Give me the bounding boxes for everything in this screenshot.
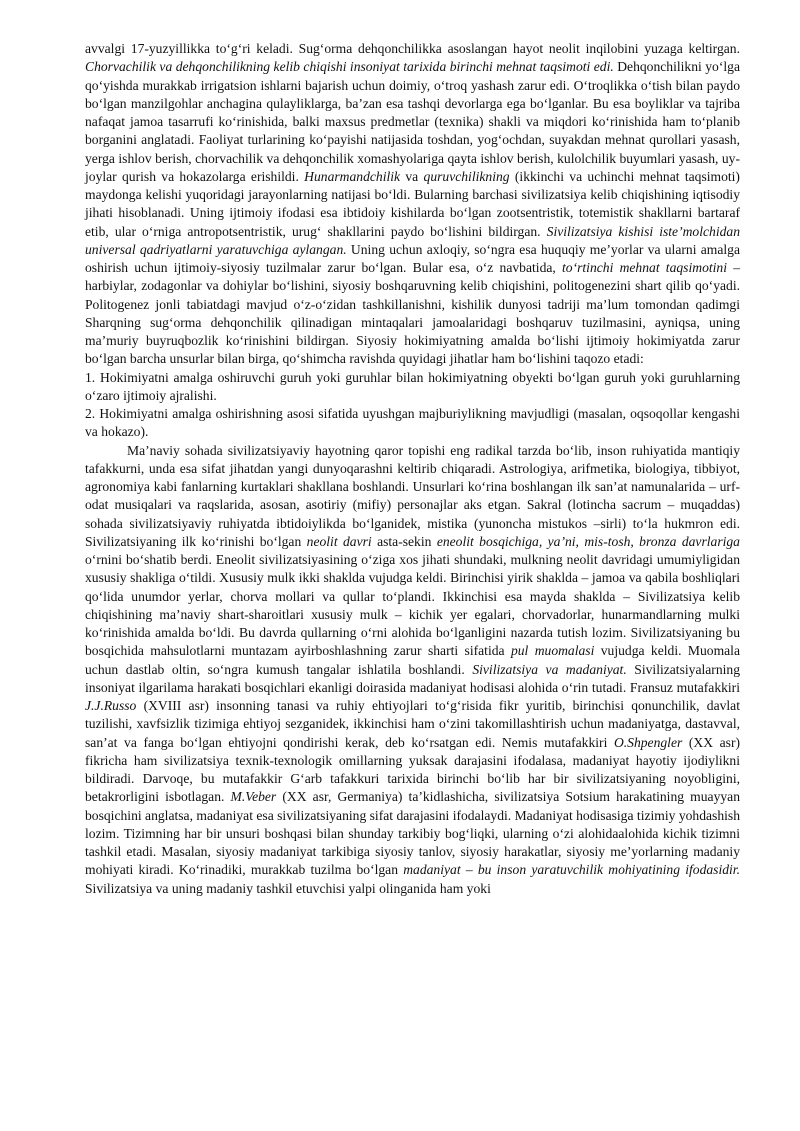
text-run: (ikkinchi va uchinchi mehnat taqsimoti) maydonga kelishi yuqoridagi jarayonlarning natijasi bo‘ldi. Bularning barchasi sivilizatsiya kelib chiqishining iqtisodiy jihati hisoblanadi. Uning ijtimoiy ifodasi esa ibtidoiy kishilarda bo‘lgan zootsentristik, totemistik shakllarni bartaraf etib, ular o‘rniga antropotsentristik, urug‘ shakllarini paydo bo‘lishini bildirgan.: [85, 168, 740, 239]
italic-text-run: O.Shpengler: [613, 734, 683, 750]
italic-text-run: pul muomalasi: [510, 643, 595, 659]
text-run: (XVIII asr) insonning tanasi va ruhiy ehtiyojlari to‘g‘risida fikr yuritib, birinchisi qonunchilik, davlat tuzilishi, xavfsizlik tizimiga ehtiyoj sezganidek, ikkinchisi ham o‘zini takomillashtirish uchun madaniyatga, dastavval, san’at va fanga bo‘lgan ehtiyojni qondirishi kerak, deb ko‘rsatgan edi. Nemis mutafakkiri: [85, 698, 740, 750]
text-run: Uning uchun axloqiy, so‘ngra esa huquqiy me’yorlar va ularni amalga oshirish uchun ijtimoiy-siyosiy tuzilmalar zarur bo‘lgan. Bular esa, o‘z navbatida,: [85, 241, 740, 275]
text-run: va: [400, 168, 424, 184]
text-run: asta-sekin: [371, 533, 437, 549]
list-item-2: 2. Hokimiyatni amalga oshirishning asosi sifatida uyushgan majburiylikning mavjudligi (masalan, oqsoqollar kengashi va hokazo).: [85, 406, 740, 440]
text-run: – harbiylar, zodagonlar va dohiylar bo‘lishini, siyosiy boshqaruvning kelib chiqishini, politogenezini shart qilib qo‘yadi. Politogenez jonli tabiatdagi mavjud o‘z-o‘zidan tashkillanishni, kishilik dunyosi tadriji ma’lum tomondan qadimgi Sharqning sug‘orma dehqonchilik qilinadigan mintaqalari jamoalaridagi boshqaruv tuzilmasini, ayniqsa, uning ma’muriy buyruqbozlik ko‘rinishini bildirgan. Siyosiy hokimiyatning amalda bo‘lishi ijtimoiy hokimiyatda zarur bo‘lgan barcha unsurlar bilan birga, qo‘shimcha ravishda quyidagi jihatlar ham bo‘lishini taqozo etadi:: [85, 260, 741, 367]
italic-text-run: J.J.Russo: [85, 698, 137, 713]
text-run: avvalgi 17-yuzyillikka to‘g‘ri keladi. Sug‘orma dehqonchilikka asoslangan hayot neolit inqilobini yuzaga keltirgan.: [85, 41, 740, 56]
italic-text-run: Sivilizatsiya kishisi iste’molchidan universal qadriyatlarni yaratuvchiga aylangan.: [85, 223, 740, 257]
italic-text-run: to‘rtinchi mehnat taqsimotini: [562, 260, 727, 275]
text-run: Ma’naviy sohada sivilizatsiyaviy hayotning qaror topishi eng radikal tarzda bo‘lib, inson ruhiyatida mantiqiy tafakkurni, unda esa sifat jihatdan yangi dunyoqarashni keltirib chiqaradi. Astrologiya, arifmetika, biologiya, tibbiyot, agronomiya kabi fanlarning kurtaklari shakllana boshlandi. Unsurlari ko‘rina boshlangan ilk san’at namunalarida – urf-odat musiqalari va raqslarida, asosan, asotiriy (mifiy) personajlar aks etgan. Sakral (lotincha sacrum – muqaddas) sohada sivilizatsiyaviy ruhiyatda ibtidoiylikda bo‘lganidek, mistika (yunoncha mistukos –sirli) to‘la hukmron edi. Sivilizatsiyaning ilk ko‘rinishi bo‘lgan: [85, 442, 740, 549]
paragraph-spiritual-sphere: [85, 442, 740, 898]
italic-text-run: quruvchilikning: [423, 168, 510, 184]
paragraph-civilization-origins: [85, 40, 740, 369]
italic-text-run: Chorvachilik va dehqonchilikning kelib chiqishi insoniyat tarixida birinchi mehnat taqsimoti edi.: [85, 59, 614, 75]
text-run: o‘rnini bo‘shatib berdi. Eneolit sivilizatsiyasining o‘ziga xos jihati shundaki, mulkning neolit davridagi umumiyligidan xususiy shakliga o‘tildi. Xususiy mulk ikki shaklda vujudga keldi. Birinchisi yirik shaklda – jamoa va qabila boshliqlari qo‘lida unumdor yerlar, chorva mollari va qullar to‘plandi. Ikkinchisi esa mayda shaklda – Sivilizatsiya kelib chiqishining ma’naviy shart-sharoitlari xususiy mulk – kichik yer egalari, chorvadorlar, hunarmandlarning mulki ko‘rinishida amalda bo‘ldi. Bu davrda qullarning o‘rni alohida bo‘lganligini nazarda tutish lozim. Sivilizatsiyaning bu bosqichida mahsulotlarni muntazam ayirboshlashning zarur sharti sifatida: [85, 552, 740, 659]
italic-text-run: Sivilizatsiya va madaniyat.: [472, 661, 627, 677]
list-item-1: 1. Hokimiyatni amalga oshiruvchi guruh yoki guruhlar bilan hokimiyatning obyekti bo‘lgan guruh yoki guruhlarning o‘zaro ijtimoiy ajralishi.: [85, 369, 740, 403]
text-run: Sivilizatsiya va uning madaniy tashkil etuvchisi yalpi olinganida ham yoki: [85, 880, 491, 896]
text-run: vujudga keldi. Muomala uchun dastlab oltin, so‘ngra kumush tangalar ishlatila boshlandi.: [85, 643, 740, 677]
text-run: Dehqonchilikni yo‘lga qo‘yishda murakkab irrigatsion ishlarni bajarish uchun doimiy, o‘troq yashash zarur edi. O‘troqlikka o‘tish bilan paydo bo‘lgan manzilgohlar anchagina qulayliklarga, ba’zan esa tashqi devorlarga ega bo‘lganlar. Bu esa boyliklar va tajriba nafaqat jamoa tasarrufi ko‘rinishida, balki maxsus predmetlar (texnika) shakli va miqdori ko‘rinishida ham to‘planib borganini anglatadi. Faoliyat turlarining ko‘payishi natijasida toshdan, yog‘ochdan, suyakdan mehnat qurollari yasash, yerga ishlov berish, chorvachilik va dehqonchilik xomashyolariga qayta ishlov berish, kulolchilik buyumlari yasash, uy-joylar qurish va hokazolarga erishildi.: [85, 59, 740, 184]
italic-text-run: neolit davri: [306, 533, 372, 549]
italic-text-run: madaniyat – bu inson yaratuvchilik mohiyatining ifodasidir.: [403, 862, 740, 878]
text-run: Sivilizatsiyalarning insoniyat ilgarilama harakati bosqichlari ekanligi doirasida madaniyat hodisasi alohida o‘rin tutadi. Fransuz mutafakkiri: [85, 661, 740, 695]
text-run: (XX asr) fikricha ham sivilizatsiya texnik-texnologik omillarning yuksak darajasini ifodalasa, madaniyat hayotiy ijodiylikni bildiradi. Darvoqe, bu mutafakkir G‘arb tafakkuri tarixida birinchi bo‘lib har bir sivilizatsiyaning noyobligini, betakrorligini isbotlagan.: [85, 734, 740, 805]
text-run: (XX asr, Germaniya) ta’kidlashicha, sivilizatsiya Sotsium harakatining muayyan bosqichini anglatsa, madaniyat esa sivilizatsiyaning sifat darajasini ifodalaydi. Madaniyat hodisasiga tizimiy yohdashish lozim. Tizimning har bir unsuri boshqasi bilan shunday tarkibiy bog‘liqki, ularning o‘zi alohidaalohida kichik tizimni tashkil etadi. Masalan, siyosiy madaniyat tarkibiga siyosiy tanlov, siyosiy harakatlar, siyosiy me’yorlarning madaniy mohiyati kiradi. Ko‘rinadiki, murakkab tuzilma bo‘lgan: [85, 789, 741, 878]
italic-text-run: M.Veber: [230, 789, 277, 805]
italic-text-run: eneolit bosqichiga, ya’ni, mis-tosh, bronza davrlariga: [436, 533, 740, 549]
italic-text-run: Hunarmandchilik: [304, 168, 401, 184]
